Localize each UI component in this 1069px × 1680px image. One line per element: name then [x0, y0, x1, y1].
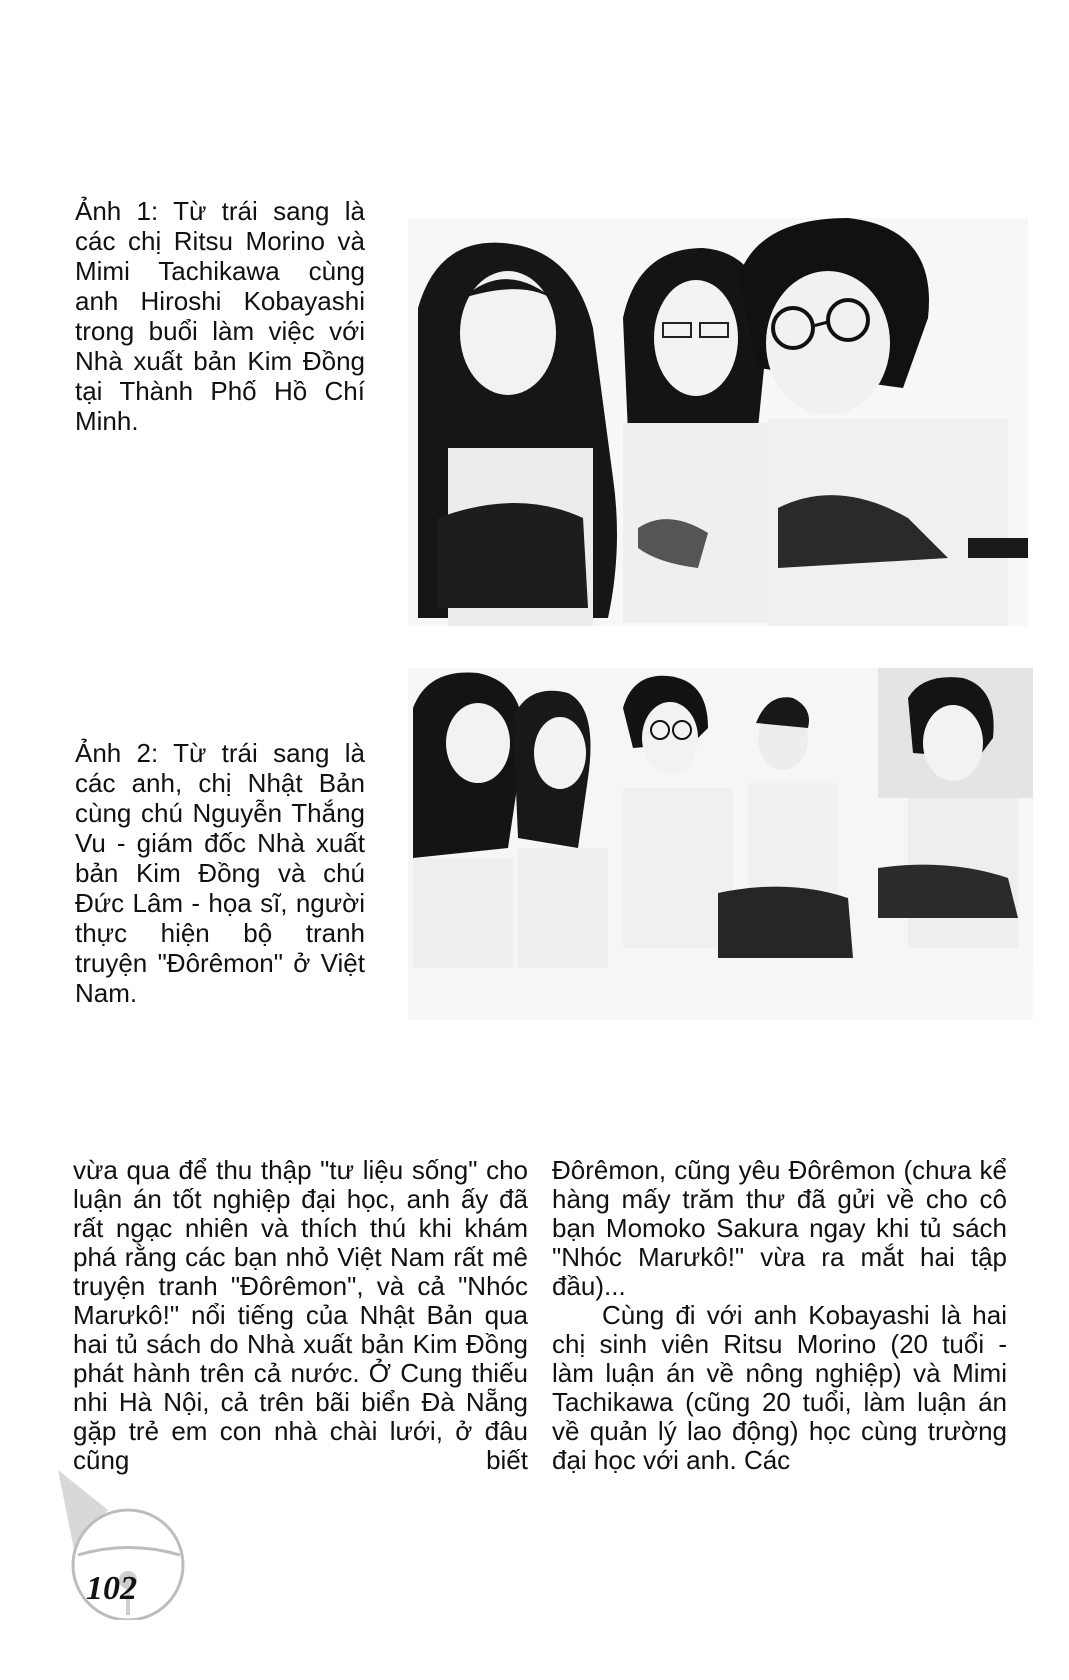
photo-2: [408, 668, 1033, 1020]
body-paragraph: vừa qua để thu thập "tư liệu sống" cho luận án tốt nghiệp đại học, anh ấy đã rất ngạc nhiên và thích thú khi khám phá rằng các bạn nhỏ Việt Nam rất mê truyện tranh "Đôrêmon", và cả "Nhóc Marưkô!" nổi tiếng của Nhật Bản qua hai tủ sách do Nhà xuất bản Kim Đồng phát hành trên cả nước. Ở Cung thiếu nhi Hà Nội, cả trên bãi biển Đà Nẵng gặp trẻ em con nhà chài lưới, ở đâu cũng biết: [73, 1155, 528, 1475]
page-number: 102: [86, 1570, 137, 1607]
photo-2-image: [408, 668, 1033, 1020]
photo-1: [408, 218, 1028, 626]
body-paragraph: Cùng đi với anh Kobayashi là hai chị sinh viên Ritsu Morino (20 tuổi - làm luận án về nông nghiệp) và Mimi Tachikawa (cũng 20 tuổi, làm luận án về quản lý lao động) học cùng trường đại học với anh. Các: [552, 1300, 1007, 1475]
photo-2-caption: Ảnh 2: Từ trái sang là các anh, chị Nhật Bản cùng chú Nguyễn Thắng Vu - giám đốc Nhà xuất bản Kim Đồng và chú Đức Lâm - họa sĩ, người thực hiện bộ tranh truyện "Đôrêmon" ở Việt Nam.: [75, 738, 365, 1008]
body-paragraph: Đôrêmon, cũng yêu Đôrêmon (chưa kể hàng mấy trăm thư đã gửi về cho cô bạn Momoko Sakura ngay khi tủ sách "Nhóc Marưkô!" vừa ra mắt hai tập đầu)...: [552, 1155, 1007, 1301]
body-column-left: [73, 1156, 528, 1475]
body-column-right: [552, 1156, 1007, 1475]
photo-1-image: [408, 218, 1028, 626]
photo-1-caption: Ảnh 1: Từ trái sang là các chị Ritsu Morino và Mimi Tachikawa cùng anh Hiroshi Kobayashi trong buổi làm việc với Nhà xuất bản Kim Đồng tại Thành Phố Hồ Chí Minh.: [75, 196, 365, 436]
